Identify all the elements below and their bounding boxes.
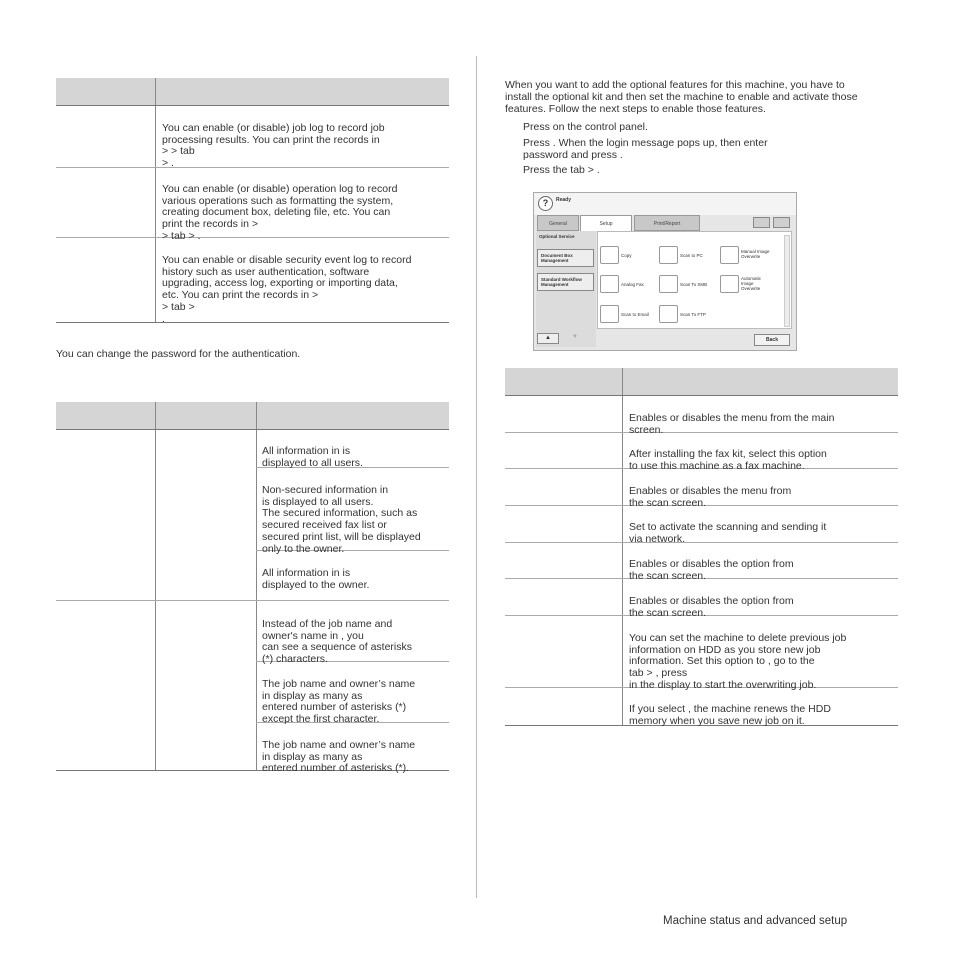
log-row-security: You can enable or disable security event log to record history such as user authentication, software upgrading, access log, exporting or importing data, etc. You can print the records in > > tab > . bbox=[162, 253, 412, 325]
feature-row-fax: After installing the fax kit, select this option to use this machine as a fax machine. bbox=[629, 447, 827, 472]
service-manual-overwrite-label: Manual Image Overwrite bbox=[741, 249, 770, 259]
sidebar-title: Optional Service bbox=[539, 234, 575, 239]
column-divider bbox=[476, 56, 477, 898]
security-row-4: Instead of the job name and owner's name in , you can see a sequence of asterisks (*) characters. bbox=[262, 617, 413, 666]
log-row-operation: You can enable (or disable) operation log to record various operations such as formatting the system, creating document box, deleting file, etc. You can print the records in > > tab > . bbox=[162, 182, 398, 242]
password-note: You can change the password for the authentication. bbox=[56, 348, 301, 360]
service-scan-to-ftp-checkbox[interactable] bbox=[659, 305, 678, 323]
feature-row-ftp: Enables or disables the option from the scan screen. bbox=[629, 594, 794, 619]
status-text: Ready bbox=[556, 197, 572, 203]
feature-row-smb: Enables or disables the option from the scan screen. bbox=[629, 557, 794, 582]
tab-general[interactable]: General bbox=[537, 215, 579, 231]
service-scan-to-smb-label: Scan To SMB bbox=[680, 282, 708, 287]
sidebar-item-document-box[interactable]: Document Box Management bbox=[537, 249, 594, 267]
service-scan-to-pc-checkbox[interactable] bbox=[659, 246, 678, 264]
security-row-3: All information in is displayed to the owner. bbox=[262, 566, 370, 591]
feature-row-manual-overwrite: You can set the machine to delete previous job information on HDD as you store new job information. Set this option to , go to the tab > , press in the display to start the overwriting job. bbox=[629, 631, 847, 691]
security-row-1: All information in is displayed to all users. bbox=[262, 444, 363, 469]
steps-list bbox=[523, 122, 768, 177]
feature-row-auto-overwrite: If you select , the machine renews the HDD memory when you save new job on it. bbox=[629, 702, 831, 727]
table-header bbox=[56, 402, 449, 429]
feature-row-copy: Enables or disables the menu from the main screen. bbox=[629, 411, 835, 436]
service-scan-to-ftp-label: Scan To FTP bbox=[680, 312, 706, 317]
scroll-down-button[interactable]: ▼ bbox=[572, 334, 578, 340]
step-1: Press on the control panel. bbox=[523, 121, 648, 133]
page-footer: Machine status and advanced setup bbox=[663, 915, 848, 927]
security-row-2: Non-secured information in is displayed to all users. The secured information, such as secured received fax list or secured print list, will be displayed only to the owner. bbox=[262, 483, 421, 555]
security-row-6: The job name and owner’s name in display as many as entered number of asterisks (*). bbox=[262, 738, 416, 775]
machine-display-screenshot bbox=[533, 192, 797, 351]
tab-print-report[interactable]: Print/Report bbox=[634, 215, 700, 231]
log-row-job: You can enable (or disable) job log to record job processing results. You can print the records in > > tab > . bbox=[162, 121, 385, 170]
back-button[interactable]: Back bbox=[754, 334, 790, 346]
tab-setup[interactable]: Setup bbox=[580, 215, 632, 231]
service-scan-to-email-label: Scan to Email bbox=[621, 312, 649, 317]
service-analog-fax-label: Analog Fax bbox=[621, 282, 644, 287]
security-row-5: The job name and owner’s name in display as many as entered number of asterisks (*) except the first character. bbox=[262, 677, 416, 726]
help-icon[interactable]: ? bbox=[538, 196, 553, 211]
service-scan-to-smb-checkbox[interactable] bbox=[659, 275, 678, 293]
table-header bbox=[505, 368, 898, 395]
service-scan-to-pc-label: Scan to PC bbox=[680, 253, 703, 258]
sidebar-item-standard-workflow[interactable]: Standard Workflow Management bbox=[537, 273, 594, 291]
service-scan-to-email-checkbox[interactable] bbox=[600, 305, 619, 323]
feature-row-scan-pc: Enables or disables the menu from the scan screen. bbox=[629, 484, 792, 509]
home-icon[interactable] bbox=[773, 217, 790, 228]
service-auto-overwrite-checkbox[interactable] bbox=[720, 275, 739, 293]
scroll-up-button[interactable]: ▲ bbox=[537, 333, 559, 344]
scrollbar[interactable] bbox=[784, 235, 790, 327]
service-auto-overwrite-label: Automatic Image Overwrite bbox=[741, 276, 762, 291]
service-copy-label: Copy bbox=[621, 253, 632, 258]
step-2: Press . When the login message pops up, then enter password and press . bbox=[523, 136, 768, 161]
service-copy-checkbox[interactable] bbox=[600, 246, 619, 264]
feature-row-network: Set to activate the scanning and sending it via network. bbox=[629, 520, 827, 545]
table-header bbox=[56, 78, 449, 105]
service-manual-overwrite-checkbox[interactable] bbox=[720, 246, 739, 264]
lock-icon[interactable] bbox=[753, 217, 770, 228]
step-3: Press the tab > . bbox=[523, 164, 600, 177]
service-analog-fax-checkbox[interactable] bbox=[600, 275, 619, 293]
intro-paragraph: When you want to add the optional features for this machine, you have to install the optional kit and then set the machine to enable and activate those features. Follow the next steps to enable those features. bbox=[505, 79, 858, 115]
